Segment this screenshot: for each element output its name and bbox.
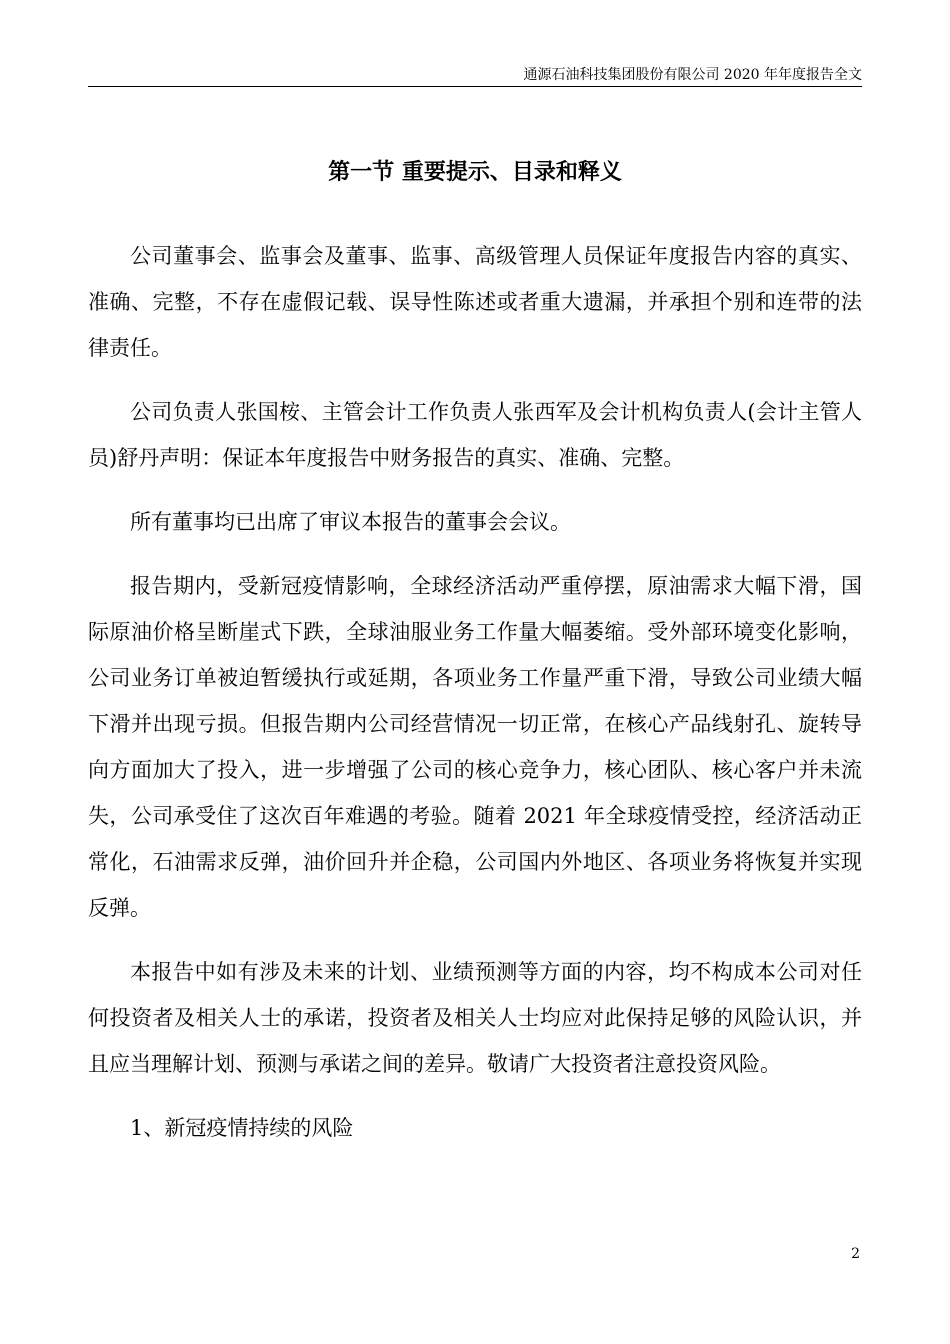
header-divider [88, 86, 862, 87]
paragraph-financial-statement-declaration: 公司负责人张国桉、主管会计工作负责人张西军及会计机构负责人(会计主管人员)舒丹声明：保证本年度报告中财务报告的真实、准确、完整。 [88, 400, 862, 470]
paragraph-business-situation: 报告期内，受新冠疫情影响，全球经济活动严重停摆，原油需求大幅下滑，国际原油价格呈断崖式下跌，全球油服业务工作量大幅萎缩。受外部环境变化影响，公司业务订单被迫暂缓执行或延期，各项业务工作量严重下滑，导致公司业绩大幅下滑并出现亏损。但报告期内公司经营情况一切正常，在核心产品线射孔、旋转导向方面加大了投入，进一步增强了公司的核心竞争力，核心团队、核心客户并未流失，公司承受住了这次百年难遇的考验。随着 2021 年全球疫情受控，经济活动正常化，石油需求反弹，油价回升并企稳，公司国内外地区、各项业务将恢复并实现反弹。 [88, 574, 862, 920]
page-number: 2 [851, 1246, 860, 1262]
risk-item-heading: 1、新冠疫情持续的风险 [130, 1116, 354, 1140]
section-title: 第一节 重要提示、目录和释义 [328, 160, 622, 185]
running-header: 通源石油科技集团股份有限公司 2020 年年度报告全文 [523, 67, 862, 83]
paragraph-board-attendance: 所有董事均已出席了审议本报告的董事会会议。 [130, 510, 571, 534]
document-body [88, 233, 862, 1169]
paragraph-responsibility-statement: 公司董事会、监事会及董事、监事、高级管理人员保证年度报告内容的真实、准确、完整，不存在虚假记载、误导性陈述或者重大遗漏，并承担个别和连带的法律责任。 [88, 244, 862, 360]
paragraph-forward-looking-disclaimer: 本报告中如有涉及未来的计划、业绩预测等方面的内容，均不构成本公司对任何投资者及相关人士的承诺，投资者及相关人士均应对此保持足够的风险认识，并且应当理解计划、预测与承诺之间的差异。敬请广大投资者注意投资风险。 [88, 960, 862, 1076]
